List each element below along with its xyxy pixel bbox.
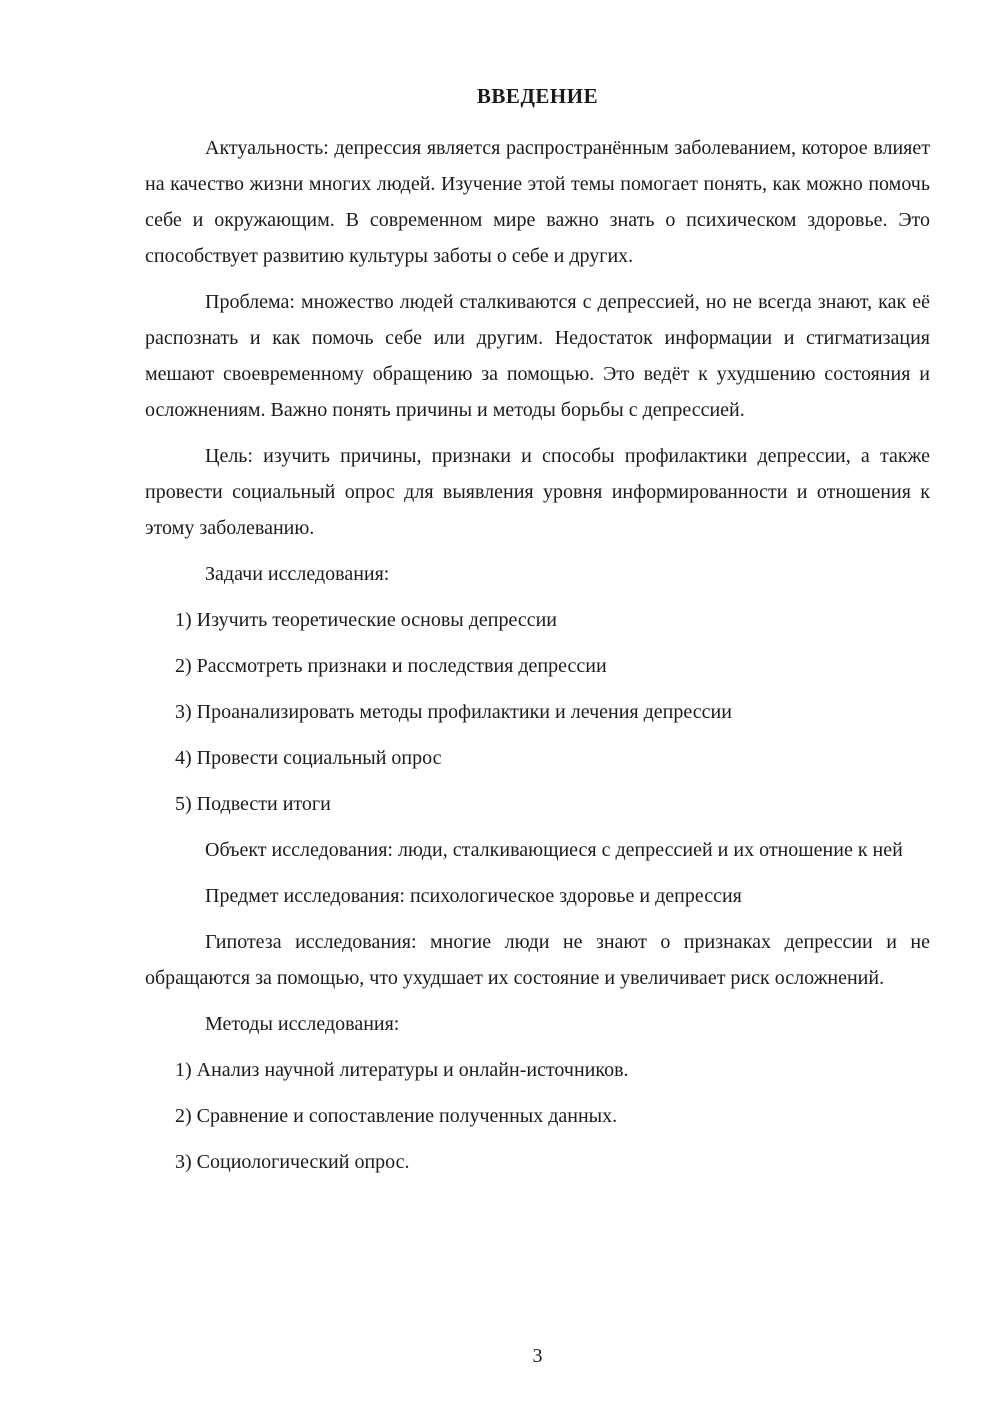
task-item-4: 4) Провести социальный опрос [175,747,442,769]
tasks-heading: Задачи исследования: [205,563,390,585]
section-title: ВВЕДЕНИЕ [476,84,599,108]
task-item-5: 5) Подвести итоги [175,793,331,815]
task-item-1: 1) Изучить теоретические основы депрессии [175,609,558,631]
paragraph-relevance: Актуальность: депрессия является распространённым заболеванием, которое влияет на качество жизни многих людей. Изучение этой темы помогает понять, как можно помочь себе и окружающим. В современном мире важно знать о психическом здоровье. Это способствует развитию культуры заботы о себе и других. [145,137,930,267]
method-item-1: 1) Анализ научной литературы и онлайн-источников. [175,1059,629,1081]
method-item-3: 3) Социологический опрос. [175,1151,410,1173]
paragraph-hypothesis: Гипотеза исследования: многие люди не знают о признаках депрессии и не обращаются за помощью, что ухудшает их состояние и увеличивает риск осложнений. [145,931,930,989]
method-item-2: 2) Сравнение и сопоставление полученных данных. [175,1105,618,1127]
task-item-2: 2) Рассмотреть признаки и последствия депрессии [175,655,607,677]
methods-heading: Методы исследования: [205,1013,400,1035]
paragraph-object: Объект исследования: люди, сталкивающиеся с депрессией и их отношение к ней [205,839,903,861]
task-item-3: 3) Проанализировать методы профилактики и лечения депрессии [175,701,732,723]
paragraph-goal: Цель: изучить причины, признаки и способы профилактики депрессии, а также провести социальный опрос для выявления уровня информированности и отношения к этому заболеванию. [145,445,930,539]
page-number: 3 [532,1345,543,1367]
paragraph-problem: Проблема: множество людей сталкиваются с депрессией, но не всегда знают, как её распознать и как помочь себе или другим. Недостаток информации и стигматизация мешают своевременному обращению за помощью. Это ведёт к ухудшению состояния и осложнениям. Важно понять причины и методы борьбы с депрессией. [145,291,930,421]
paragraph-subject: Предмет исследования: психологическое здоровье и депрессия [205,885,742,907]
